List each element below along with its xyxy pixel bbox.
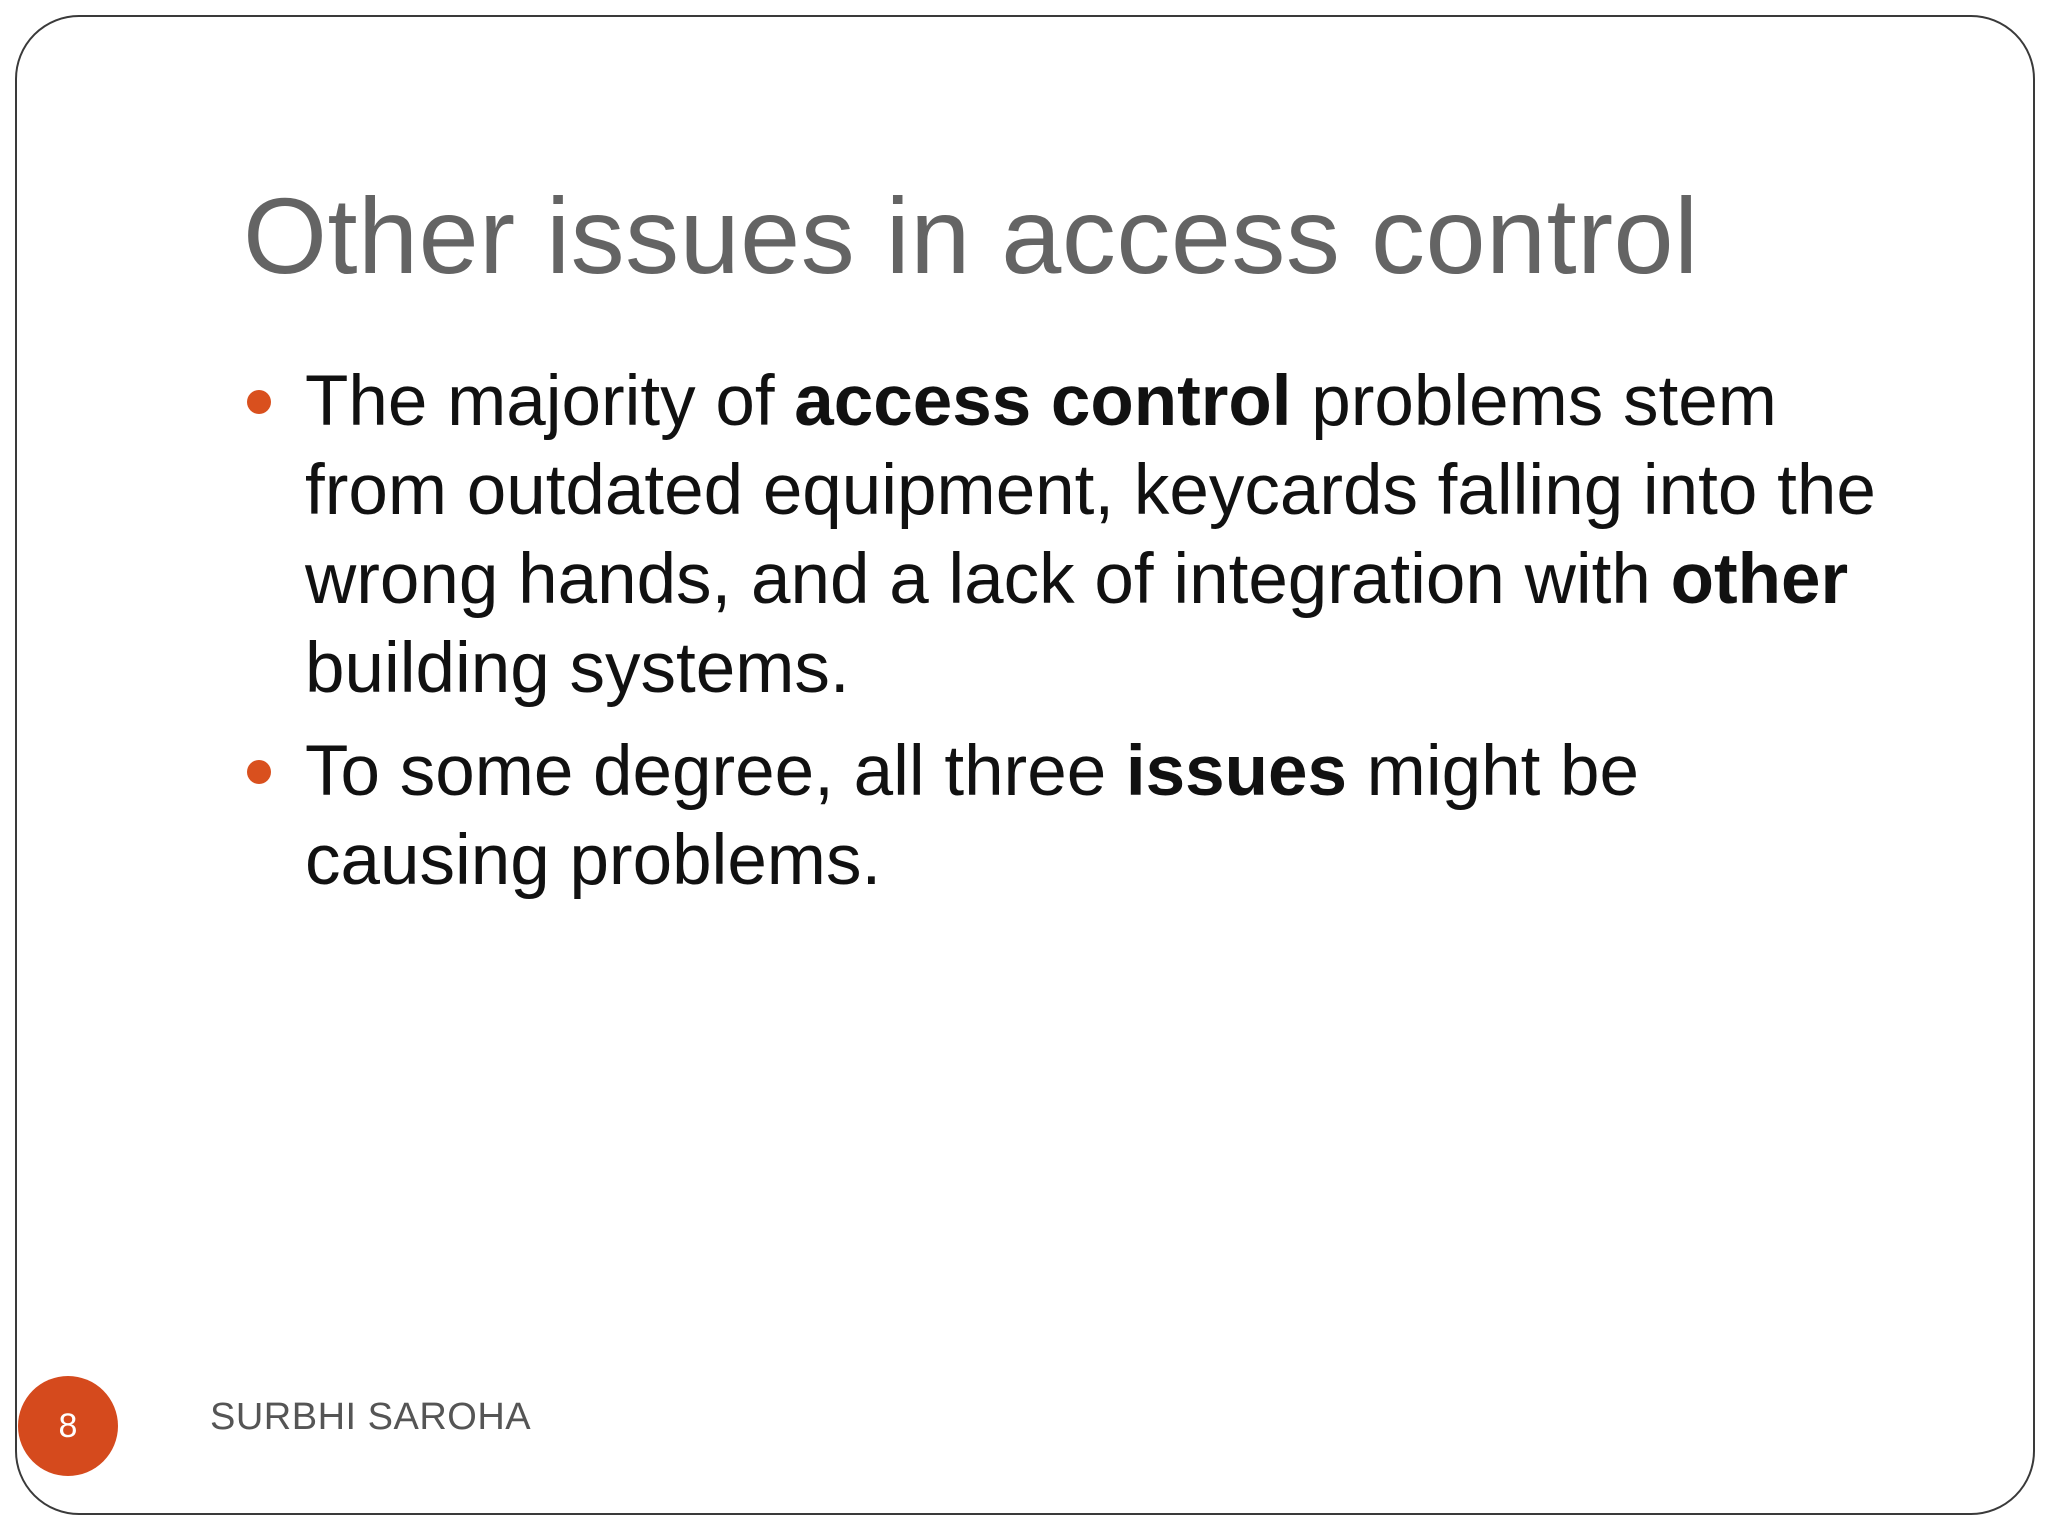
- bullet-segment: building systems.: [305, 629, 850, 708]
- slide-title: Other issues in access control: [243, 175, 1699, 296]
- bullet-segment: problems stem from outdated equipment, keycards falling into the wrong hands, and a lack of integration with: [305, 362, 1876, 619]
- bullet-segment: might be causing problems.: [305, 732, 1639, 900]
- bullet-item: [243, 727, 1883, 905]
- bullet-text: [305, 732, 1639, 900]
- page-number: 8: [58, 1406, 78, 1445]
- page-number-badge: [18, 1376, 118, 1476]
- footer-author: SURBHI SAROHA: [210, 1396, 532, 1438]
- bullet-dot-icon: [247, 390, 271, 414]
- bullet-list: [243, 357, 1883, 919]
- bullet-dot-icon: [247, 760, 271, 784]
- bullet-segment-bold: issues: [1125, 732, 1347, 811]
- bullet-segment: To some degree, all three: [305, 732, 1126, 811]
- bullet-segment-bold: other: [1670, 540, 1849, 619]
- slide: [15, 15, 2035, 1515]
- bullet-text: [305, 362, 1876, 708]
- bullet-segment-bold: access control: [794, 362, 1292, 441]
- bullet-item: [243, 357, 1883, 713]
- bullet-segment: The majority of: [305, 362, 795, 441]
